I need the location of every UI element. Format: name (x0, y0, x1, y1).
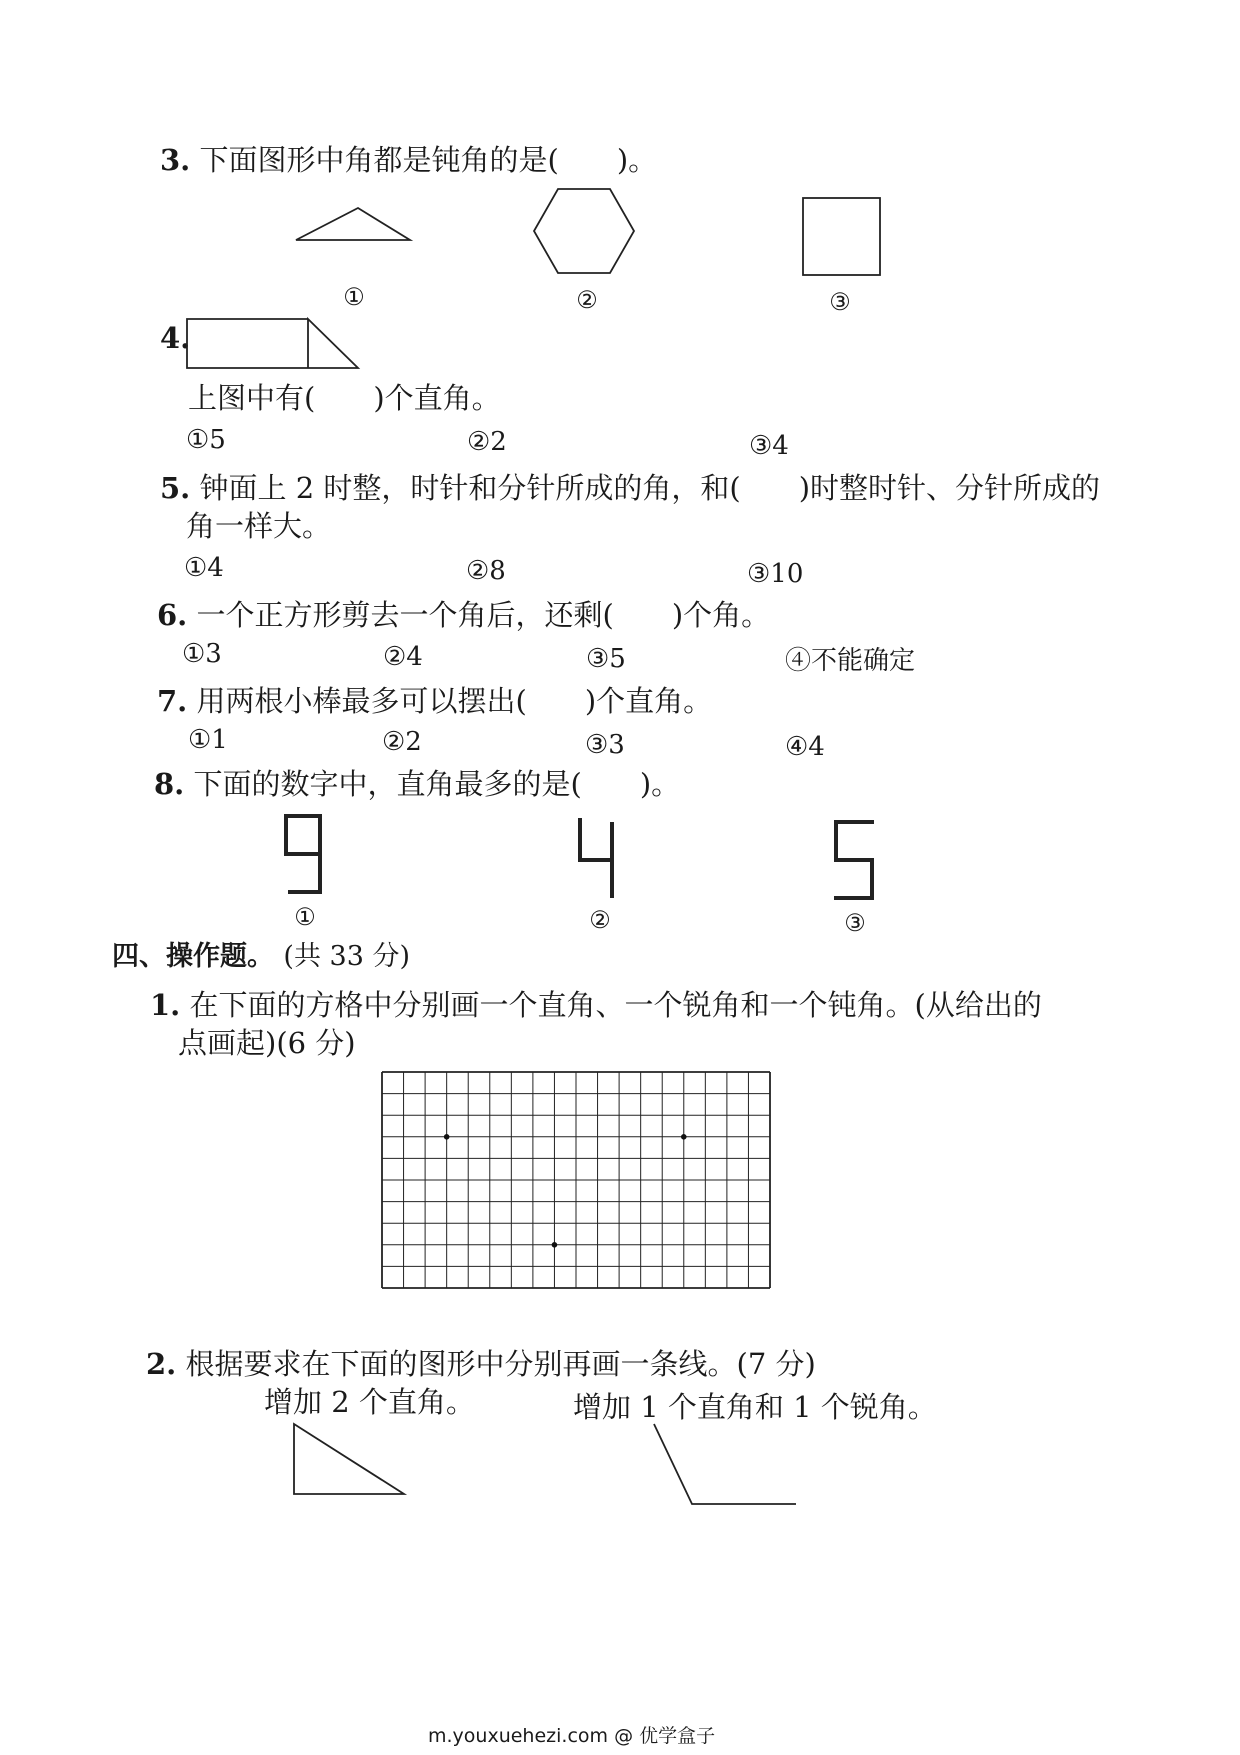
q7-option-2: ②2 (382, 727, 422, 757)
q3-label-2: ② (576, 286, 598, 314)
footer-watermark: m.youxuehezi.com @ 优学盒子 (428, 1725, 716, 1747)
q4-shape-rectangle-with-triangle (183, 316, 368, 372)
q3-shape-square (800, 195, 885, 280)
q5-text-line1: 钟面上 2 时整，时针和分针所成的角，和( )时整时针、分针所成的 (199, 471, 1101, 505)
q7-option-3: ③3 (585, 730, 625, 760)
grid-start-point[interactable] (681, 1134, 687, 1140)
q3-text: 下面图形中角都是钝角的是( )。 (199, 143, 658, 177)
q3-label-1: ① (343, 283, 365, 311)
q5-text-line2: 角一样大。 (186, 509, 332, 543)
q6-option-4: ④不能确定 (785, 646, 916, 676)
q6-text: 一个正方形剪去一个角后，还剩( )个角。 (196, 598, 771, 632)
q8-digit-four (574, 816, 620, 900)
op1-drawing-grid[interactable] (380, 1070, 775, 1292)
q4-option-1: ①5 (186, 425, 226, 455)
q6-option-1: ①3 (182, 639, 222, 669)
op2-right-triangle[interactable] (290, 1420, 410, 1500)
q8-digit-five (830, 818, 880, 902)
section4-heading (112, 940, 410, 974)
q3-question (160, 142, 657, 178)
q8-label-3: ③ (844, 909, 866, 937)
op2-text: 根据要求在下面的图形中分别再画一条线。(7 分) (185, 1347, 816, 1381)
q4-text: 上图中有( )个直角。 (188, 381, 501, 415)
q6-option-2: ②4 (383, 642, 423, 672)
op2-number: 2. (146, 1347, 177, 1381)
q7-text: 用两根小棒最多可以摆出( )个直角。 (196, 684, 713, 718)
q3-shape-hexagon (530, 185, 640, 280)
section4-title: 四、操作题。 (112, 941, 274, 972)
grid-start-point[interactable] (444, 1134, 450, 1140)
section4-points: (共 33 分) (283, 941, 410, 972)
q4-option-3: ③4 (749, 431, 789, 461)
op1-text-line2: 点画起)(6 分) (178, 1026, 356, 1060)
q8-digit-nine (282, 812, 328, 896)
q5-number: 5. (160, 471, 191, 505)
q4-number: 4. (160, 321, 191, 355)
q3-shape-obtuse-triangle (290, 200, 420, 250)
q6-option-3: ③5 (586, 644, 626, 674)
q8-number: 8. (154, 767, 185, 801)
q7-option-4: ④4 (785, 732, 825, 762)
q8-label-2: ② (589, 906, 611, 934)
q8-question (154, 766, 680, 802)
q6-number: 6. (157, 598, 188, 632)
q4-option-2: ②2 (467, 427, 507, 457)
q7-number: 7. (157, 684, 188, 718)
op1-text-line1: 在下面的方格中分别画一个直角、一个锐角和一个钝角。(从给出的 (189, 988, 1042, 1022)
q5-option-2: ②8 (466, 556, 506, 586)
grid-start-point[interactable] (552, 1242, 558, 1248)
q8-text: 下面的数字中，直角最多的是( )。 (193, 767, 681, 801)
op1-number: 1. (150, 988, 181, 1022)
q5-question-line1 (160, 470, 1100, 506)
op2-question (146, 1346, 816, 1382)
q8-label-1: ① (294, 903, 316, 931)
q5-option-3: ③10 (747, 559, 804, 589)
op2-right-caption: 增加 1 个直角和 1 个锐角。 (573, 1390, 937, 1424)
q5-option-1: ①4 (184, 553, 224, 583)
q7-question (157, 683, 712, 719)
q7-option-1: ①1 (188, 725, 228, 755)
q6-question (157, 597, 770, 633)
q3-number: 3. (160, 143, 191, 177)
op2-obtuse-angle[interactable] (650, 1420, 800, 1510)
op1-question-line1 (150, 987, 1042, 1023)
q3-label-3: ③ (829, 288, 851, 316)
op2-left-caption: 增加 2 个直角。 (264, 1385, 475, 1419)
